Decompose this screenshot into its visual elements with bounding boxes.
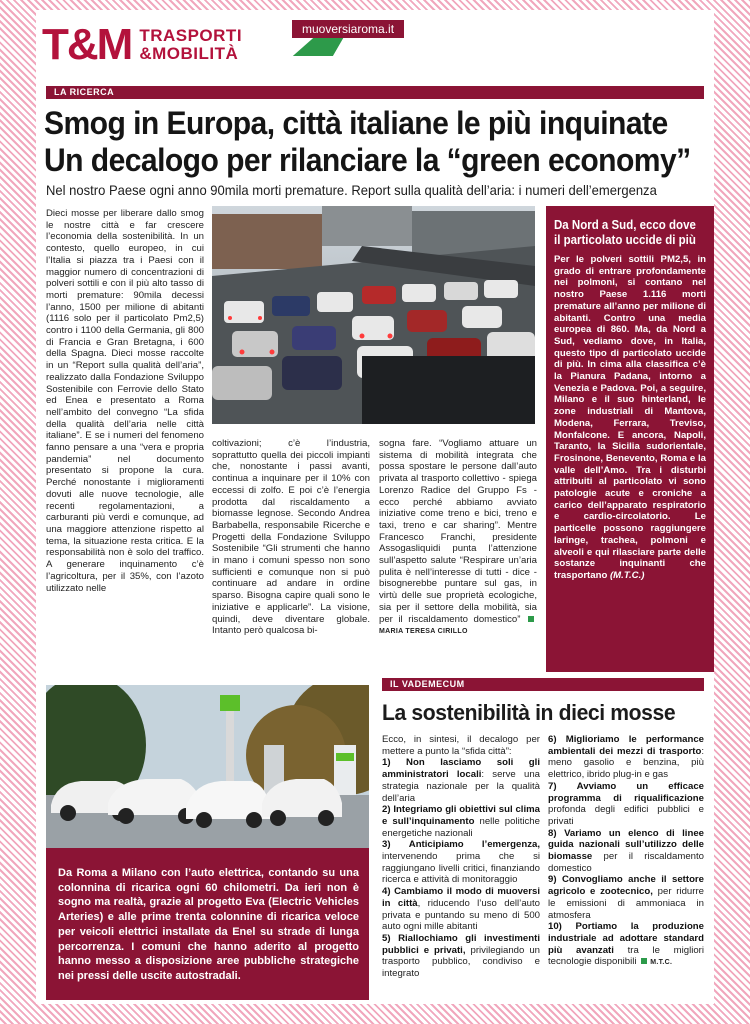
item-text: intervenendo prima che si raggiungano livelli critici, finanziando ricerca e attività di monitoraggio [382,851,540,886]
item-number: 9) [548,874,557,886]
item-number: 10) [548,921,562,933]
sidebar-title-line-2: il particolato uccide di più [554,233,696,247]
item-number: 5) [382,932,391,944]
sidebar-body [554,254,706,582]
item-text: , riducendo l’uso dell’auto privata e puntando su meno di 500 auto ogni mille abitanti [382,897,540,933]
section-bar [46,86,704,99]
item-number: 4) [382,886,391,898]
item-number: 6) [548,734,557,745]
byline: MARIA TERESA CIRILLO [379,628,468,636]
subheadline: Nel nostro Paese ogni anno 90mila morti premature. Report sulla qualità dell’aria: i numeri dell’emergenza [46,182,657,198]
sidebar-signature: (M.T.C.) [609,569,645,581]
vademecum-item [382,757,540,804]
photo-caption: Da Roma a Milano con l’auto elettrica, contando su una colonnina di ricarica ogni 60 chilometri. Da ieri non è sogno ma realtà, grazie al progetto Eva (Electric Vehicles Arteries) e alle prime trenta colonnine di ricarica veloce per veicoli elettrici installate da Enel su strade di lunga percorrenza. I comuni che hanno aderito al progetto hanno messo a disposizione aree pubbliche strategiche nei pressi delle uscite autostradali. [46,848,369,1000]
item-text: nelle politiche energetiche nazionali [382,815,540,839]
item-number: 1) [382,757,391,769]
headline-line-1: Smog in Europa, città italiane le più inquinate [44,105,668,141]
article-column-2: coltivazioni; c’è l’industria, soprattutto quella dei piccoli impianti che, nonostante i passi avanti, continua a inquinare per il 10% con eccessi di zolfo. E poi c’è l’energia prodotta dal riscaldamento a biomasse legnose. Secondo Andrea Barbabella, responsabile Ricerche e Progetti della Fondazione Sviluppo Sostenibile “Gli strumenti che hanno in mano i comuni spesso non sono sufficienti e comunque non si può continuare ad andare in ordine sparso. Bisogna capire quali sono le iniziative e applicarle”. La visione, quindi, deve diventare globale. Intanto però qualcosa bi- [212,438,370,637]
electric-cars-photo [46,685,369,863]
item-heading: Cambiamo il modo di muoversi in città [382,886,540,909]
vademecum-item [382,839,540,886]
vademecum-item [548,921,704,969]
item-number: 3) [382,839,391,851]
item-text: per ridurre le emissioni di ammoniaca in atmosfera [548,886,704,921]
item-number: 2) [382,804,391,816]
vademecum-item [548,734,704,781]
article-column-3 [379,438,537,678]
vademecum-item [382,804,540,839]
vademecum-intro: Ecco, in sintesi, il decalogo per mettere a punto la “sfida città”: [382,734,540,757]
traffic-jam-image [212,206,535,424]
logo-text [139,27,242,63]
item-heading: Miglioriamo le performance ambientali dei mezzi di trasporto [548,734,704,757]
item-text: per il riscaldamento domestico [548,851,704,874]
article-column-1: Dieci mosse per liberare dallo smog le nostre città e far crescere l’economia della sostenibilità. In un contesto, quello europeo, in cui l’Italia si piazza tra i Paesi con il maggior numero di concentrazioni di polveri sottili e con il più alto tasso di morti premature: 90mila decessi l’anno, 1500 per milione di abitanti (1116 solo per il particolato Pm2,5) contro i 1100 della Germania, gli 800 di Francia e Gran Bretagna, i 600 della Spagna. Dieci mosse raccolte in un “Report sulla qualità dell’aria”, realizzato dalla Fondazione Sviluppo Sostenibile con Ferrovie dello Stato ed Enea e presentato a Roma nell’ambito del convegno “La sfida della qualità dell’aria nelle città italiane”. E se i numeri del fenomeno fanno pensare a una “vera e propria pandemia” nel documento presentato si propone la cura. Perché nonostante i miglioramenti dovuti alle nuove tecnologie, alle recenti regolamentazioni, a carburanti più verdi e comunque, ad una maggiore attenzione rispetto al tema, la situazione resta critica. E la responsabilità non è solo del traffico. A generare inquinamento c’è l’agricoltura, per il 35%, con l’azoto utilizzato nelle [46,208,204,594]
logo-mark: T&M [42,20,132,69]
item-text: profonda degli edifici pubblici e privati [548,804,704,827]
sidebar-body-text: Per le polveri sottili PM2,5, in grado di entrare profondamente nei polmoni, si contano nel nostro Paese 1.116 morti premature all’anno per milione di abitanti. Contro una media europea di 860. Ma, da Nord a Sud, vediamo dove, in Italia, questo tipo di particolato uccide di più. In cima alla classifica c’è la Pianura Padana, intorno a Venezia e Padova. Poi, a seguire, Milano e il suo hinterland, le zone industriali di Mantova, Modena, Ferrara, Treviso, Monfalcone. E ancora, Napoli, Taranto, la Sicilia sudorientale, Frosinone, Benevento, Roma e la valle dell’Amo. Tra i disturbi attribuiti al particolato vi sono patologie acute e croniche a carico dell’apparato respiratorio e cardio-circolatorio. Le particelle possono raggiungere laringe, trachea, polmoni e alveoli e qui rilasciare parte delle sostanze inquinanti che trasportano [554,254,706,581]
vademecum-item [548,874,704,921]
item-heading: Anticipiamo l’emergenza, [408,839,541,851]
item-text: : serve una strategia nazionale per la qualità dell’aria [382,769,540,804]
vademecum-signature: M.T.C. [650,959,673,967]
item-heading: Riallochiamo gli investimenti pubblici e privati, [382,932,540,956]
item-number: 7) [548,780,557,792]
sidebar-title-line-1: Da Nord a Sud, ecco dove [554,218,696,232]
vademecum-title: La sostenibilità in dieci mosse [382,700,676,725]
headline [44,105,691,179]
byline-marker-icon [528,616,534,622]
vademecum-label: IL VADEMECUM [390,679,465,689]
vademecum-item [382,886,540,933]
traffic-photo [212,206,535,424]
item-text: : meno gasolio e benzina, più elettrico, ibrido plug-in e gas [548,745,704,781]
sidebar-box [546,206,714,672]
item-heading: Avviamo un efficace programma di riqualificazione [548,780,704,804]
vademecum-item [548,781,704,828]
item-text: privilegiando un trasporto pubblico, condiviso e integrato [382,944,540,980]
newspaper-page [36,10,714,1004]
signature-marker-icon [641,958,647,964]
item-heading: Non lasciamo soli gli amministratori locali [382,757,540,781]
site-link[interactable]: muoversiaroma.it [292,20,404,38]
green-flag-icon [293,38,343,56]
vademecum-column-2 [548,734,704,969]
vademecum-column-1 [382,734,540,980]
vademecum-bar [382,678,704,691]
item-heading: Integriamo gli obiettivi sul clima e sull’inquinamento [382,804,540,827]
logo-line-1: TRASPORTI [139,26,243,45]
item-heading: Variamo un elenco di linee guida nazionali sull’utilizzo delle biomasse [548,827,704,863]
vademecum-item [548,828,704,875]
article-column-3-text: sogna fare. “Vogliamo attuare un sistema di mobilità integrata che possa spostare le persone dall’auto privata al trasporto collettivo - spiega Lorenzo Radice del Gruppo Fs - ecco perché abbiamo avviato iniziative come treno e bici, treno e taxi, treno e car sharing”. Mentre Francesco Franchi, presidente Assogasliquidi punta l’attenzione sull’aspetto salute “Respirare un’aria pulita è nell’interesse di tutti - dice - bisognerebbe puntare sul gas, in virtù delle sue proprietà ecologiche, sia per il settore della mobilità, sia per il riscaldamento domestico” [379,438,537,625]
item-text: tra le migliori tecnologie disponibili [548,944,704,968]
section-label: LA RICERCA [54,87,115,97]
tm-logo[interactable] [42,20,288,70]
charging-station-image [46,685,369,863]
item-heading: Convogliamo anche il settore agricolo e zootecnico, [548,874,704,898]
item-heading: Portiamo la produzione industriale ad adottare standard più avanzati [548,921,704,956]
item-number: 8) [548,827,557,839]
logo-line-2: &MOBILITÀ [139,44,239,63]
vademecum-item [382,933,540,980]
sidebar-title [554,218,694,248]
headline-line-2: Un decalogo per rilanciare la “green economy” [44,142,691,178]
